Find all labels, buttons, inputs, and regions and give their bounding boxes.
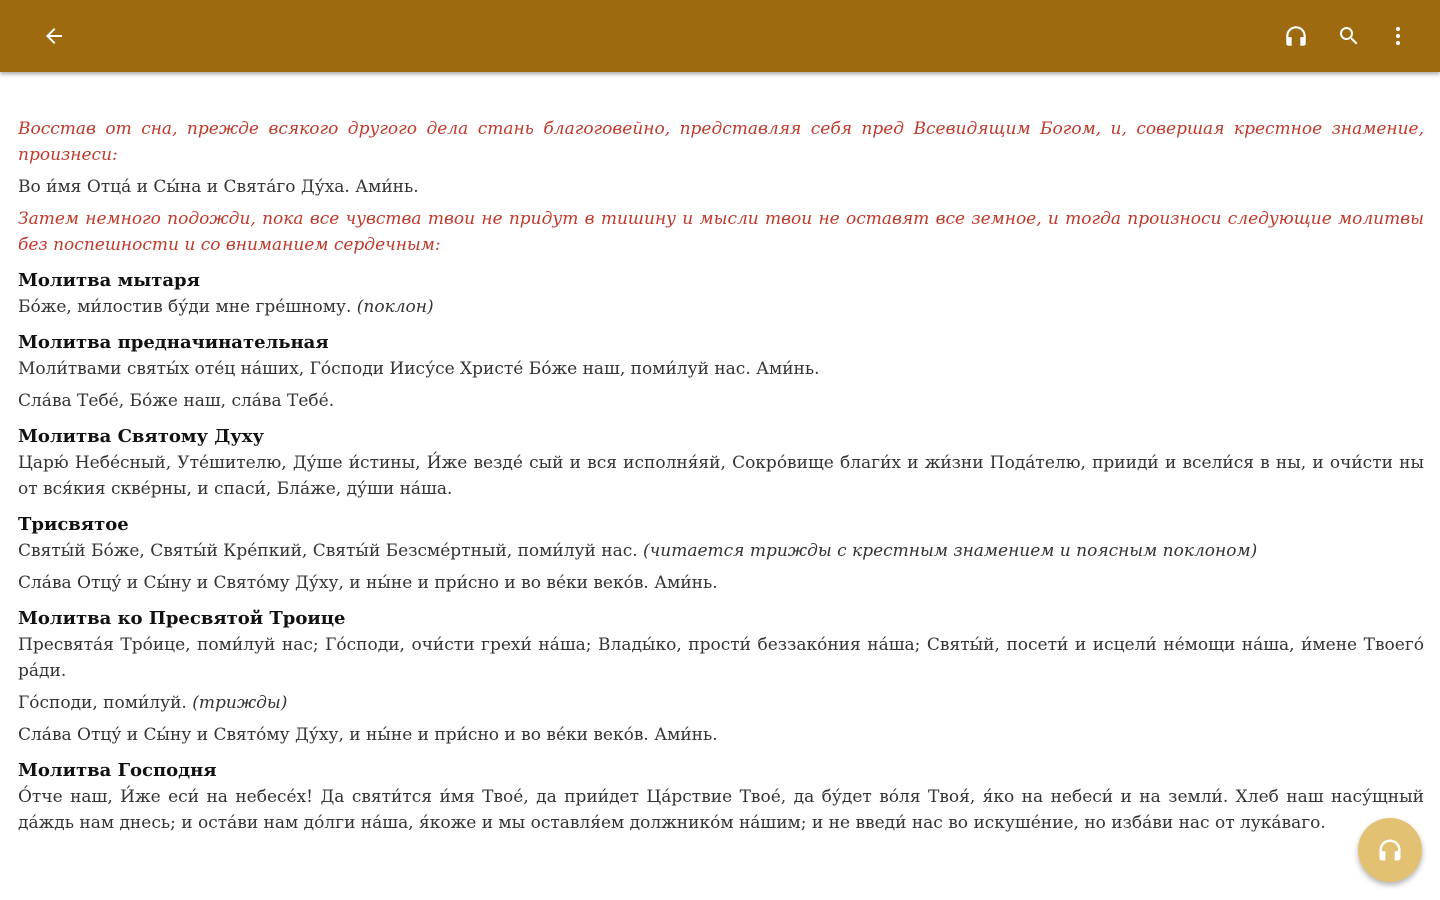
prayer-line — [18, 632, 1424, 684]
listen-button[interactable] — [1272, 12, 1320, 60]
prayer-title: Молитва Господня — [18, 760, 217, 781]
prayer-sections — [18, 268, 1424, 836]
more-vertical-icon — [1386, 24, 1410, 48]
app-bar — [0, 0, 1440, 72]
prayer-line — [18, 570, 1424, 596]
more-options-button[interactable] — [1374, 12, 1422, 60]
prayer-line-text: Пресвята́я Тро́ице, поми́луй нас; Го́споди, очи́сти грехи́ на́ша; Влады́ко, прости́ беззако́ния на́ша; Святы́й, посети́ и исцели́ не́мощи на́ша, и́мене Твоего́ ра́ди. — [18, 635, 1424, 681]
search-button[interactable] — [1325, 12, 1373, 60]
prayer-line-text: Святы́й Бо́же, Святы́й Кре́пкий, Святы́й Безсме́ртный, поми́луй нас. — [18, 541, 644, 561]
prayer-title: Молитва Святому Духу — [18, 426, 265, 447]
prayer-line-text: Го́споди, поми́луй. — [18, 693, 193, 713]
headphones-icon — [1283, 23, 1309, 49]
prayer-line-text: Бо́же, ми́лостив бу́ди мне гре́шному. — [18, 297, 357, 317]
prayer-line — [18, 784, 1424, 836]
prayer-line-note: (поклон) — [356, 297, 434, 317]
back-button[interactable] — [30, 12, 78, 60]
intro-instruction: Восстав от сна, прежде всякого другого дела стань благоговейно, представляя себя пред Всевидящим Богом, и, совершая крестное знамение, произнеси: — [18, 119, 1424, 165]
prayer-line-note: (читается трижды с крестным знамением и поясным поклоном) — [643, 541, 1258, 561]
prayer-line — [18, 690, 1424, 716]
prayer-title: Молитва ко Пресвятой Троице — [18, 608, 346, 629]
prayer-line — [18, 294, 1424, 320]
prayer-line-text: Царю́ Небе́сный, Уте́шителю, Ду́ше и́стины, И́же везде́ сый и вся исполня́яй, Сокро́вище благи́х и жи́зни Пода́телю, прииди́ и всели́ся в ны, и очи́сти ны от вся́кия скве́рны, и спаси́, Бла́же, ду́ши на́ша. — [18, 453, 1424, 499]
listen-fab[interactable] — [1358, 818, 1422, 882]
prayer-title: Трисвятое — [18, 514, 129, 535]
prayer-line-text: Сла́ва Отцу́ и Сы́ну и Свято́му Ду́ху, и ны́не и при́сно и во ве́ки веко́в. Ами́нь. — [18, 725, 718, 745]
prayer-line — [18, 388, 1424, 414]
search-icon — [1337, 24, 1361, 48]
headphones-icon — [1376, 836, 1404, 864]
wait-instruction: Затем немного подожди, пока все чувства твои не придут в тишину и мысли твои не оставят все земное, и тогда произноси следующие молитвы без поспешности и со вниманием сердечным: — [18, 209, 1424, 255]
in-the-name-line: Во и́мя Отца́ и Сы́на и Свята́го Ду́ха. Ами́нь. — [18, 177, 419, 197]
prayer-line-text: О́тче наш, И́же еси́ на небесе́х! Да святи́тся и́мя Твое́, да прии́дет Ца́рствие Твое́, да бу́дет во́ля Твоя́, я́ко на небеси́ и на земли́. Хлеб наш насу́щный да́ждь нам днесь; и оста́ви нам до́лги на́ша, я́коже и мы оставля́ем должнико́м на́шим; и не введи́ нас во искуше́ние, но изба́ви нас от лука́ваго. — [18, 787, 1424, 833]
prayer-line — [18, 538, 1424, 564]
prayer-line-text: Сла́ва Отцу́ и Сы́ну и Свято́му Ду́ху, и ны́не и при́сно и во ве́ки веко́в. Ами́нь. — [18, 573, 718, 593]
prayer-line — [18, 722, 1424, 748]
prayer-line — [18, 450, 1424, 502]
prayer-title: Молитва мытаря — [18, 270, 200, 291]
prayer-title: Молитва предначинательная — [18, 332, 329, 353]
prayer-line-text: Моли́твами святы́х оте́ц на́ших, Го́споди Иису́се Христе́ Бо́же наш, поми́луй нас. Ами́нь. — [18, 359, 820, 379]
prayer-line-text: Сла́ва Тебе́, Бо́же наш, сла́ва Тебе́. — [18, 391, 335, 411]
prayer-line-note: (трижды) — [192, 693, 288, 713]
prayer-line — [18, 356, 1424, 382]
prayer-text — [18, 116, 1424, 900]
arrow-left-icon — [42, 24, 66, 48]
